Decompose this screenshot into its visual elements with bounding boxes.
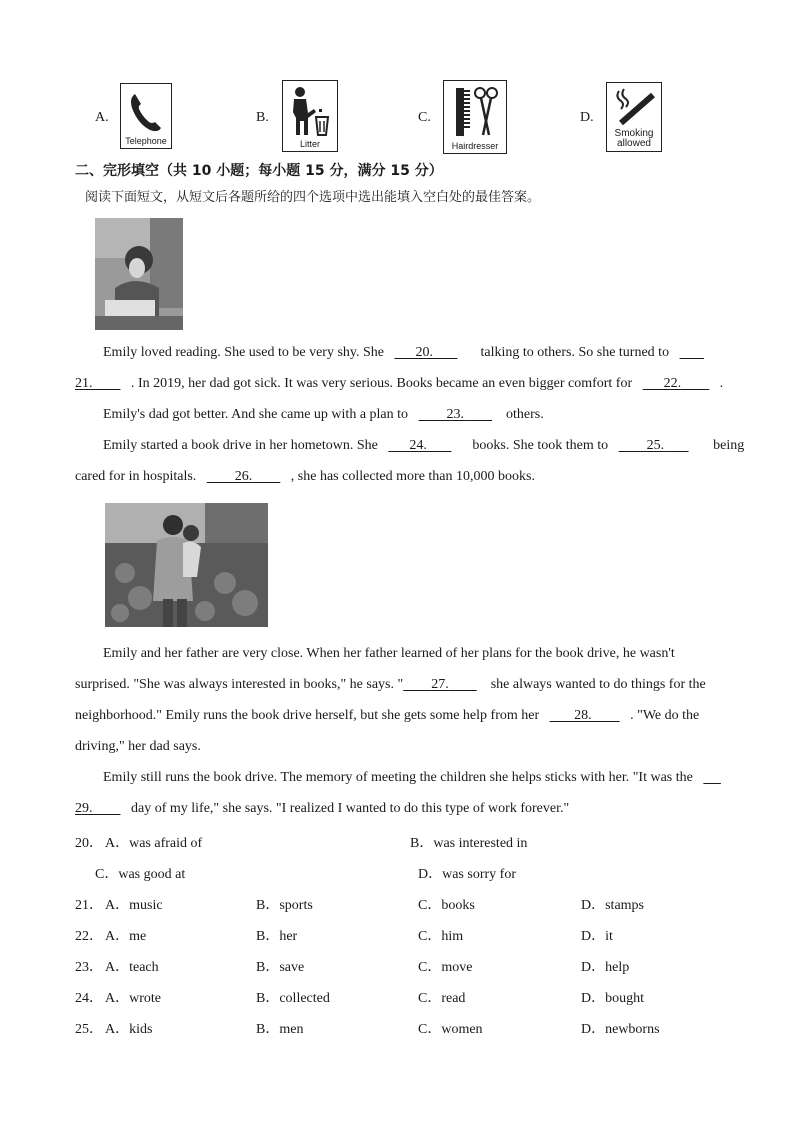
text-p1c: . In 2019, her dad got sick. It was very serious. Books became an even bigger comfort for <box>131 376 633 391</box>
blank-21 <box>75 375 121 393</box>
option-d-label: D. <box>580 110 594 125</box>
blank-21-label: 21. <box>75 376 93 391</box>
q20-option-c[interactable]: C．was good at <box>95 867 186 882</box>
text-p5a: Emily still runs the book drive. The memory of meeting the children she helps sticks with her. "It was the <box>103 770 693 785</box>
passage-line-5 <box>75 468 535 486</box>
text-p3c: being <box>713 438 745 453</box>
q25-number: 25． <box>75 1022 103 1037</box>
blank-29-start <box>703 769 721 787</box>
q25-option-d[interactable]: D．newborns <box>581 1022 660 1037</box>
blank-24-label: 24. <box>409 438 427 453</box>
blank-28-label: 28. <box>574 708 592 723</box>
passage-line-4 <box>103 437 744 455</box>
telephone-sign <box>120 83 172 149</box>
blank-28 <box>550 707 620 725</box>
q23-option-d[interactable]: D．help <box>581 960 630 975</box>
passage-line-2 <box>75 375 723 393</box>
q21-option-a[interactable]: A．music <box>105 898 163 913</box>
cigarette-icon <box>607 85 661 129</box>
blank-26 <box>207 468 281 486</box>
q21-option-b[interactable]: B．sports <box>256 898 313 913</box>
q23-number: 23． <box>75 960 103 975</box>
text-p4e: . "We do the <box>630 708 700 723</box>
hairdresser-sign <box>443 80 507 154</box>
comb-scissors-icon <box>444 83 506 141</box>
blank-22-label: 22. <box>663 376 682 391</box>
photo-emily-father <box>105 503 268 627</box>
text-p1b: talking to others. So she turned to <box>480 345 670 360</box>
text-p1a: Emily loved reading. She used to be very shy. She <box>103 345 384 360</box>
blank-23 <box>419 406 493 424</box>
blank-27-label: 27. <box>431 677 449 692</box>
text-p4c: she always wanted to do things for the <box>490 677 706 692</box>
passage-line-8 <box>75 707 699 725</box>
text-p3b: books. She took them to <box>472 438 609 453</box>
section-instruction: 阅读下面短文，从短文后各题所给的四个选项中选出能填入空白处的最佳答案。 <box>85 190 541 205</box>
q20-option-b[interactable]: B．was interested in <box>410 836 528 851</box>
litter-icon <box>283 83 337 139</box>
blank-25 <box>619 437 689 455</box>
passage-line-7 <box>75 676 706 694</box>
blank-21-start <box>680 344 702 362</box>
q22-option-b[interactable]: B．her <box>256 929 298 944</box>
option-c-label: C. <box>418 110 431 125</box>
passage-line-10 <box>103 769 721 787</box>
q21-option-c[interactable]: C．books <box>418 898 475 913</box>
telephone-caption: Telephone <box>125 136 167 146</box>
blank-20-label: 20. <box>415 345 433 360</box>
blank-22 <box>643 375 710 393</box>
q22-option-a[interactable]: A．me <box>105 929 147 944</box>
q22-option-d[interactable]: D．it <box>581 929 613 944</box>
q20-option-d[interactable]: D．was sorry for <box>418 867 516 882</box>
q24-option-d[interactable]: D．bought <box>581 991 644 1006</box>
q24-number: 24． <box>75 991 103 1006</box>
text-p1d: . <box>719 376 724 391</box>
option-b-label: B. <box>256 110 269 125</box>
q22-number: 22． <box>75 929 103 944</box>
blank-26-label: 26. <box>234 469 253 484</box>
q23-option-c[interactable]: C．move <box>418 960 473 975</box>
blank-20 <box>394 344 466 362</box>
passage-line-11 <box>75 800 569 818</box>
q20-option-a[interactable]: A．was afraid of <box>105 836 203 851</box>
text-p3d: cared for in hospitals. <box>75 469 197 484</box>
blank-24 <box>388 437 451 455</box>
blank-27 <box>403 676 477 694</box>
emily-reading-image <box>95 218 183 330</box>
q22-option-c[interactable]: C．him <box>418 929 464 944</box>
text-p4d: neighborhood." Emily runs the book drive herself, but she gets some help from her <box>75 708 540 723</box>
q21-number: 21． <box>75 898 103 913</box>
blank-25-label: 25. <box>646 438 665 453</box>
passage-line-1 <box>103 344 702 362</box>
smoking-caption: Smoking allowed <box>614 128 654 149</box>
litter-sign <box>282 80 338 152</box>
q24-option-c[interactable]: C．read <box>418 991 466 1006</box>
photo-emily-reading <box>95 218 183 330</box>
q23-option-b[interactable]: B．save <box>256 960 305 975</box>
text-p5b: day of my life," she says. "I realized I wanted to do this type of work forever." <box>131 801 570 816</box>
q24-option-b[interactable]: B．collected <box>256 991 330 1006</box>
q25-option-a[interactable]: A．kids <box>105 1022 153 1037</box>
text-p2b: others. <box>506 407 544 422</box>
blank-29-label: 29. <box>75 801 93 816</box>
text-p2a: Emily's dad got better. And she came up with a plan to <box>103 407 409 422</box>
q25-option-c[interactable]: C．women <box>418 1022 483 1037</box>
passage-line-6: Emily and her father are very close. When her father learned of her plans for the book drive, he wasn't <box>103 646 675 661</box>
passage-line-9: driving," her dad says. <box>75 739 201 754</box>
q21-option-d[interactable]: D．stamps <box>581 898 644 913</box>
text-p4b: surprised. "She was always interested in books," he says. " <box>75 677 404 692</box>
hairdresser-caption: Hairdresser <box>451 141 499 151</box>
smoking-allowed-sign <box>606 82 662 152</box>
text-p3e: , she has collected more than 10,000 books. <box>290 469 535 484</box>
q24-option-a[interactable]: A．wrote <box>105 991 161 1006</box>
blank-23-label: 23. <box>446 407 465 422</box>
telephone-icon <box>121 86 171 136</box>
q20-number: 20． <box>75 836 103 851</box>
option-a-label: A. <box>95 110 109 125</box>
section-title: 二、完形填空（共 10 小题；每小题 15 分，满分 15 分） <box>75 163 443 179</box>
litter-caption: Litter <box>299 139 320 149</box>
blank-29 <box>75 800 121 818</box>
passage-line-3 <box>103 406 544 424</box>
q23-option-a[interactable]: A．teach <box>105 960 159 975</box>
emily-father-image <box>105 503 268 627</box>
q25-option-b[interactable]: B．men <box>256 1022 304 1037</box>
text-p3a: Emily started a book drive in her hometown. She <box>103 438 378 453</box>
